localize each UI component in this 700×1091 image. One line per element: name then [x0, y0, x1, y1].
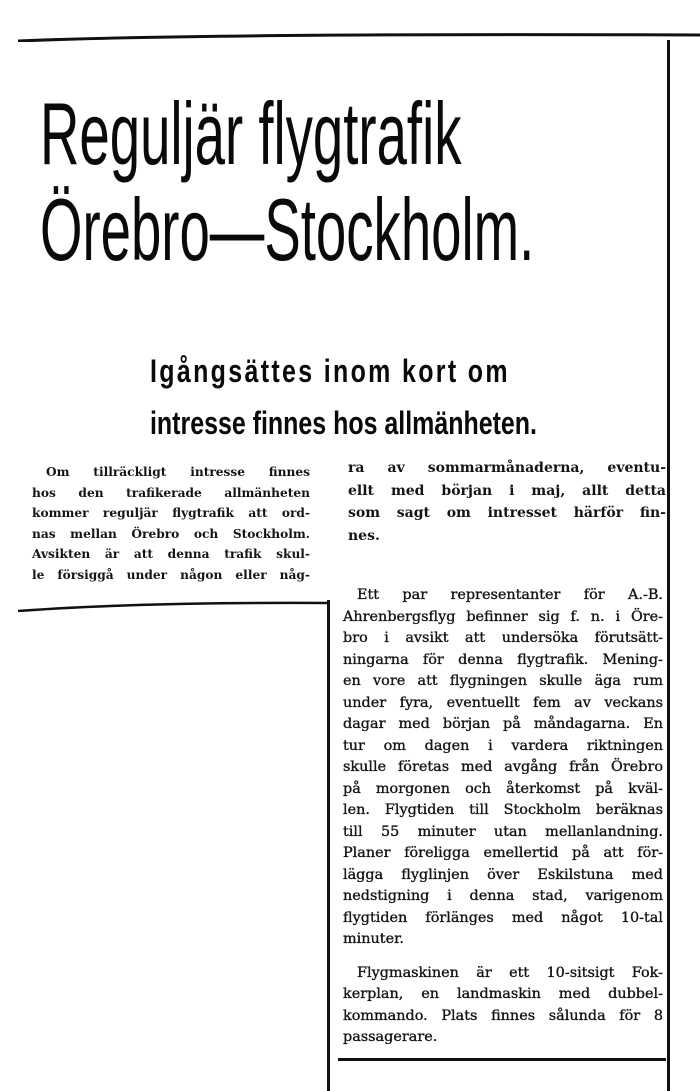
headline-line-1: Reguljär flygtrafik: [40, 84, 462, 183]
text-line: nes.: [348, 527, 380, 544]
text-line: kerplan, en landmaskin med dubbel-: [343, 986, 663, 1002]
text-line: passagerare.: [343, 1029, 438, 1045]
left-column-bottom-rule: [18, 600, 330, 612]
text-line: ellt med början i maj, allt detta: [348, 482, 666, 499]
left-column-text: [32, 462, 310, 585]
column-divider-rule: [327, 600, 330, 1091]
text-line: len. Flygtiden till Stockholm beräknas: [343, 802, 663, 818]
text-line: dagar med början på måndagarna. En: [343, 716, 663, 732]
text-line: Ett par representanter för A.-B.: [357, 587, 663, 603]
text-line: på morgonen och återkomst på kväl-: [343, 780, 663, 797]
text-line: Planer föreligga emellertid på att för-: [343, 845, 663, 861]
headline-line-2: Örebro—Stockholm.: [40, 180, 535, 279]
text-line: kommando. Plats finnes sålunda för 8: [343, 1007, 663, 1024]
text-line: Om tillräckligt intresse finnes: [46, 465, 310, 479]
text-line: ra av sommarmånaderna, eventu-: [348, 460, 666, 476]
text-line: le försiggå under någon eller någ-: [32, 567, 310, 582]
text-line: ningarna för denna flygtrafik. Mening-: [343, 651, 663, 668]
paragraph-representatives: [343, 585, 663, 951]
paragraph-aircraft: [343, 963, 663, 1049]
subheadline-line-1: Igångsättes inom kort om: [150, 353, 510, 389]
top-rule: [18, 33, 700, 42]
text-line: Ahrenbergsflyg befinner sig f. n. i Öre-: [343, 608, 663, 625]
text-line: skulle företas med avgång från Örebro: [343, 759, 663, 775]
article-end-rule: [338, 1058, 666, 1061]
text-line: kommer reguljär flygtrafik att ord-: [32, 506, 310, 520]
right-column-rule: [667, 40, 670, 1091]
subheadline-line-2: intresse finnes hos allmänheten.: [150, 405, 537, 441]
subheadline: [150, 345, 537, 449]
text-line: som sagt om intresset härför fin-: [348, 505, 666, 521]
text-line: nas mellan Örebro och Stockholm.: [32, 526, 310, 541]
text-line: tur om dagen i vardera riktningen: [343, 737, 663, 754]
text-line: en vore att flygningen skulle äga rum: [343, 673, 663, 689]
text-line: flygtiden förlänges med något 10-tal: [343, 909, 663, 926]
right-column-continuation: [348, 457, 666, 547]
text-line: nedstigning i denna stad, varigenom: [343, 888, 663, 904]
headline: [40, 84, 535, 279]
text-line: Flygmaskinen är ett 10-sitsigt Fok-: [357, 964, 663, 981]
text-line: hos den trafikerade allmänheten: [32, 485, 310, 500]
paragraph-gap: [343, 951, 663, 963]
text-line: till 55 minuter utan mellanlandning.: [343, 823, 663, 840]
text-line: under fyra, eventuellt fem av veckans: [343, 694, 663, 711]
text-line: lägga flyglinjen över Eskilstuna med: [343, 866, 663, 883]
text-line: Avsikten är att denna trafik skul-: [32, 547, 310, 561]
text-line: minuter.: [343, 931, 404, 947]
text-line: bro i avsikt att undersöka förutsätt-: [343, 630, 663, 646]
right-column-body: [343, 585, 663, 1049]
